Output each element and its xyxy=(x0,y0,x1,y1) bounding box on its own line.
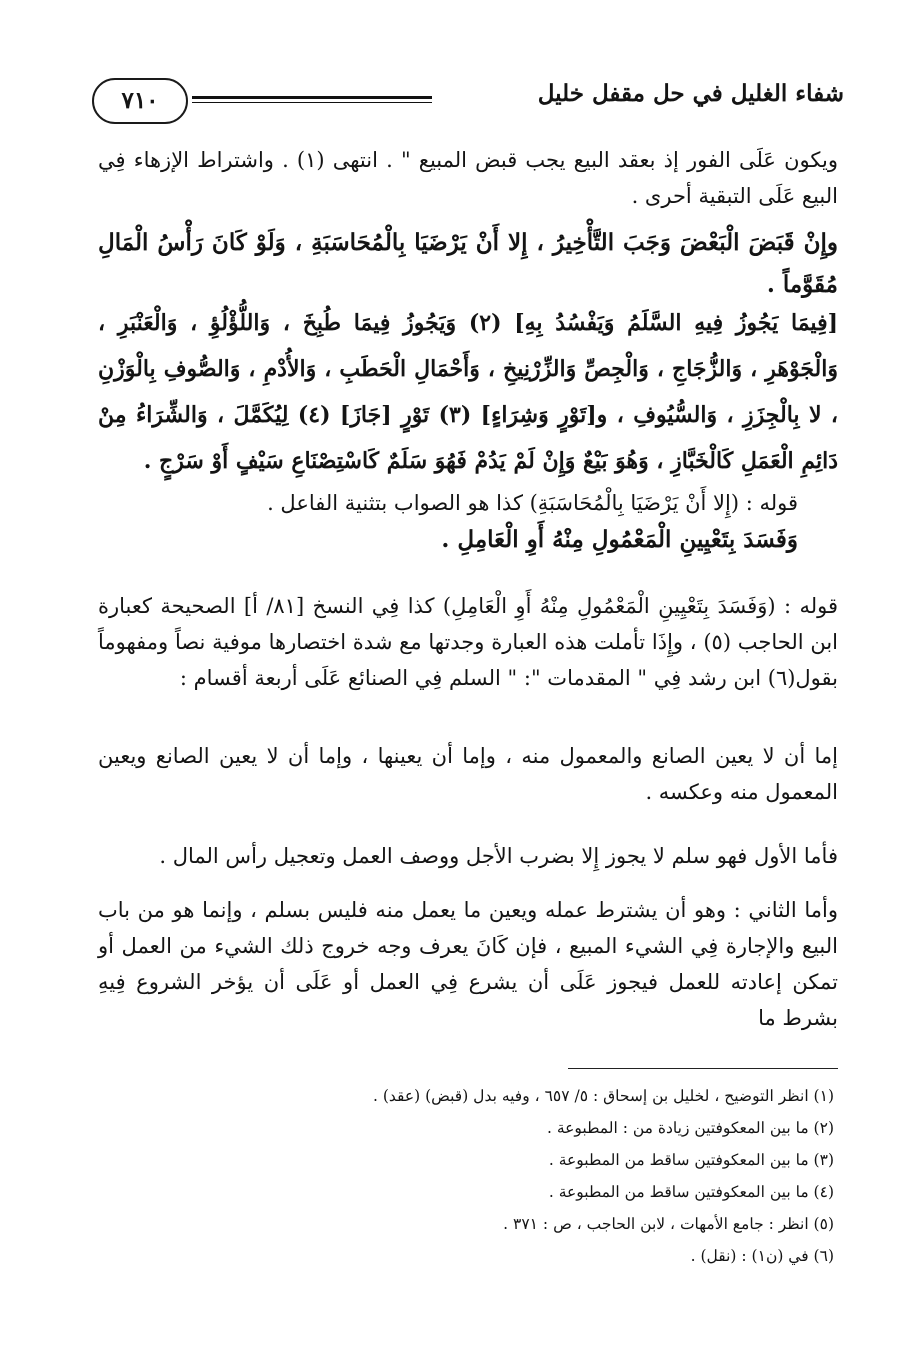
paragraph-quote-3: وأما الثاني : وهو أن يشترط عمله ويعين ما يعمل منه فليس بسلم ، وإنما هو من باب البيع والإجارة فِي الشيء المبيع ، فإن كَانَ يعرف وجه خروج ذلك الشيء من العمل أو تمكن إعادته للعمل فيجوز عَلَى أن يشرع فِي العمل أو عَلَى أن يؤخر الشروع فِيهِ بشرط ما xyxy=(98,898,838,1030)
footnote-6: (٦) في (ن١) : (نقل) . xyxy=(690,1247,834,1265)
footnote-1: (١) انظر التوضيح ، لخليل بن إسحاق : ٥/ ٦٥٧ ، وفيه بدل (قبض) (عقد) . xyxy=(372,1087,834,1105)
header-rule xyxy=(192,96,432,99)
footnote-2: (٢) ما بين المعكوفتين زيادة من : المطبوعة . xyxy=(546,1119,834,1137)
paragraph-intro: ويكون عَلَى الفور إذ بعقد البيع يجب قبض المبيع " . انتهى (١) . واشتراط الإزهاء فِي البيع عَلَى التبقية أحرى . xyxy=(98,148,838,208)
header-rule-thin xyxy=(192,102,432,103)
page-number: ٧١٠ xyxy=(92,78,188,124)
paragraph-quote-1: إما أن لا يعين الصانع والمعمول منه ، وإما أن يعينها ، وإما أن لا يعين الصانع ويعين المعمول منه وعكسه . xyxy=(98,744,838,804)
footnote-3: (٣) ما بين المعكوفتين ساقط من المطبوعة . xyxy=(548,1151,834,1169)
matn-paragraph-1: وإِنْ قَبَضَ الْبَعْضَ وَجَبَ التَّأْخِيرُ ، إِلا أَنْ يَرْضَيَا بِالْمُحَاسَبَةِ ، وَلَوْ كَانَ رَأْسُ الْمَالِ مُقَوَّماً . xyxy=(98,229,838,298)
paragraph-commentary-2: قوله : (وَفَسَدَ بِتَعْيِينِ الْمَعْمُولِ مِنْهُ أَوِ الْعَامِلِ) كذا فِي النسخ [٨١/ أ] الصحيحة كعبارة ابن الحاجب (٥) ، وإِذَا تأملت هذه العبارة وجدتها مع شدة اختصارها موفية نصاً ومفهوماً بقول(٦) ابن رشد فِي " المقدمات ": " السلم فِي الصنائع عَلَى أربعة أقسام : xyxy=(98,594,838,690)
matn-line-3: وَفَسَدَ بِتَعْيِينِ الْمَعْمُولِ مِنْهُ أَوِ الْعَامِلِ . xyxy=(441,526,798,553)
footnotes-list xyxy=(184,1080,834,1272)
page-header xyxy=(92,78,844,126)
book-title: شفاء الغليل في حل مقفل خليل xyxy=(537,80,844,107)
footnote-separator xyxy=(568,1068,838,1069)
matn-paragraph-2: [فِيمَا يَجُوزُ فِيهِ السَّلَمُ وَيَفْسُدُ بِهِ] (٢) وَيَجُوزُ فِيمَا طُبِخَ ، وَاللُّؤْلُؤِ ، وَالْعَنْبَرِ ، وَالْجَوْهَرِ ، وَالزُّجَاجِ ، وَالْجِصِّ وَالزِّرْنِيخِ ، وَأَحْمَالِ الْحَطَبِ ، وَالأُدْمِ ، وَالصُّوفِ بِالْوَزْنِ ، لا بِالْجِزَزِ ، وَالسُّيُوفِ ، و[تَوْرٍ وَشِرَاءٍ] (٣) تَوْرٍ [جَازَ] (٤) لِيُكَمَّلَ ، وَالشِّرَاءُ مِنْ دَائِمِ الْعَمَلِ كَالْخَبَّازِ ، وَهُوَ بَيْعٌ وَإِنْ لَمْ يَدُمْ فَهُوَ سَلَمٌ كَاسْتِصْنَاعِ سَيْفٍ أَوْ سَرْجٍ . xyxy=(98,310,839,474)
commentary-line-1: قوله : (إِلا أَنْ يَرْضَيَا بِالْمُحَاسَبَةِ) كذا هو الصواب بتثنية الفاعل . xyxy=(267,491,798,515)
footnote-5: (٥) انظر : جامع الأمهات ، لابن الحاجب ، ص : ٣٧١ . xyxy=(503,1215,834,1233)
paragraph-quote-2: فأما الأول فهو سلم لا يجوز إِلا بضرب الأجل ووصف العمل وتعجيل رأس المال . xyxy=(159,844,838,868)
footnote-4: (٤) ما بين المعكوفتين ساقط من المطبوعة . xyxy=(548,1183,834,1201)
